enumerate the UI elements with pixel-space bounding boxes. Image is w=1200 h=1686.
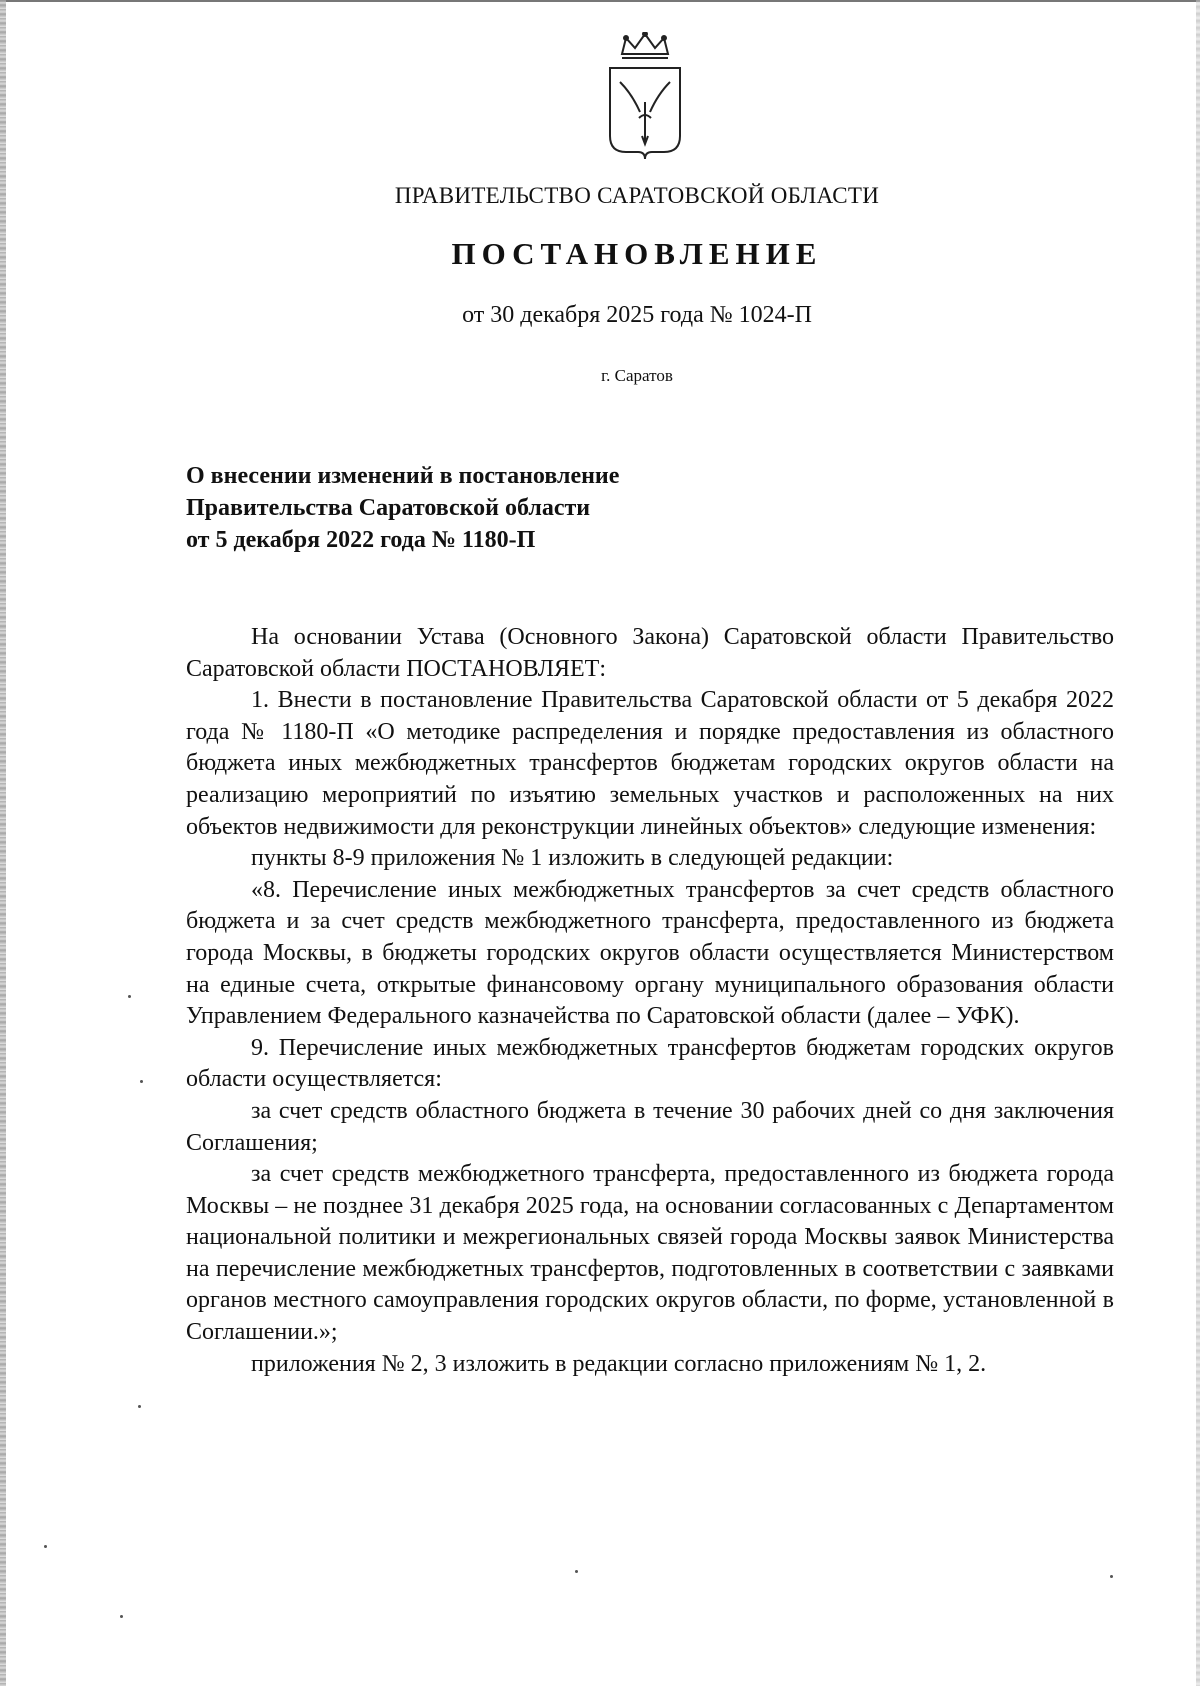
document-date-number: от 30 декабря 2025 года № 1024-П	[462, 302, 812, 328]
paragraph-amendment-intro: пункты 8-9 приложения № 1 изложить в следующей редакции:	[251, 845, 894, 872]
scan-speck	[575, 1570, 578, 1573]
document-city: г. Саратов	[601, 366, 673, 385]
paragraph-clause-9-regional: за счет средств областного бюджета в течение 30 рабочих дней со дня заключения Соглашения;	[186, 1097, 1114, 1156]
title-line: Правительства Саратовской области	[186, 495, 591, 521]
document-title	[186, 460, 619, 556]
scan-edge-left	[0, 0, 6, 1686]
title-line: от 5 декабря 2022 года № 1180-П	[186, 527, 536, 553]
government-name: ПРАВИТЕЛЬСТВО САРАТОВСКОЙ ОБЛАСТИ	[394, 183, 880, 208]
scan-speck	[120, 1615, 123, 1618]
scan-speck	[140, 1080, 143, 1083]
paragraph-clause-9: 9. Перечисление иных межбюджетных трансфертов бюджетам городских округов области осуществляется:	[186, 1034, 1114, 1093]
scan-speck	[44, 1545, 47, 1548]
document-type: ПОСТАНОВЛЕНИЕ	[451, 236, 823, 271]
scan-speck	[128, 995, 131, 998]
paragraph-basis: На основании Устава (Основного Закона) Саратовской области Правительство Саратовской области ПОСТАНОВЛЯЕТ:	[186, 624, 1114, 682]
scan-speck	[138, 1405, 141, 1408]
scan-speck	[1110, 1575, 1113, 1578]
paragraph-clause-8: «8. Перечисление иных межбюджетных трансфертов за счет средств областного бюджета и за счет средств межбюджетного трансферта, предоставленного из бюджета города Москвы, в бюджеты городских округов области осуществляется Министерством на единые счета, открытые финансовому органу муниципального образования области Управлением Федерального казначейства по Саратовской области (далее – УФК).	[186, 876, 1114, 1030]
paragraph-item-1: 1. Внести в постановление Правительства Саратовской области от 5 декабря 2022 года № 1180-П «О методике распределения и порядке предоставления из областного бюджета иных межбюджетных трансфертов бюджетам городских округов области на реализацию мероприятий по изъятию земельных участков и расположенных на них объектов недвижимости для реконструкции линейных объектов» следующие изменения:	[186, 687, 1114, 840]
paragraph-clause-9-moscow: за счет средств межбюджетного трансферта, предоставленного из бюджета города Москвы – не позднее 31 декабря 2025 года, на основании согласованных с Департаментом национальной политики и межрегиональных связей города Москвы заявок Министерства на перечисление межбюджетных трансфертов, подготовленных в соответствии с заявками органов местного самоуправления городских округов области, по форме, установленной в Соглашении.»;	[186, 1161, 1114, 1346]
title-line: О внесении изменений в постановление	[186, 463, 620, 489]
paragraph-appendices: приложения № 2, 3 изложить в редакции согласно приложениям № 1, 2.	[251, 1350, 987, 1377]
scan-edge-top	[0, 0, 1200, 2]
scan-edge-right	[1196, 0, 1200, 1686]
document-body	[186, 622, 1114, 1380]
coat-of-arms-emblem	[600, 32, 690, 162]
